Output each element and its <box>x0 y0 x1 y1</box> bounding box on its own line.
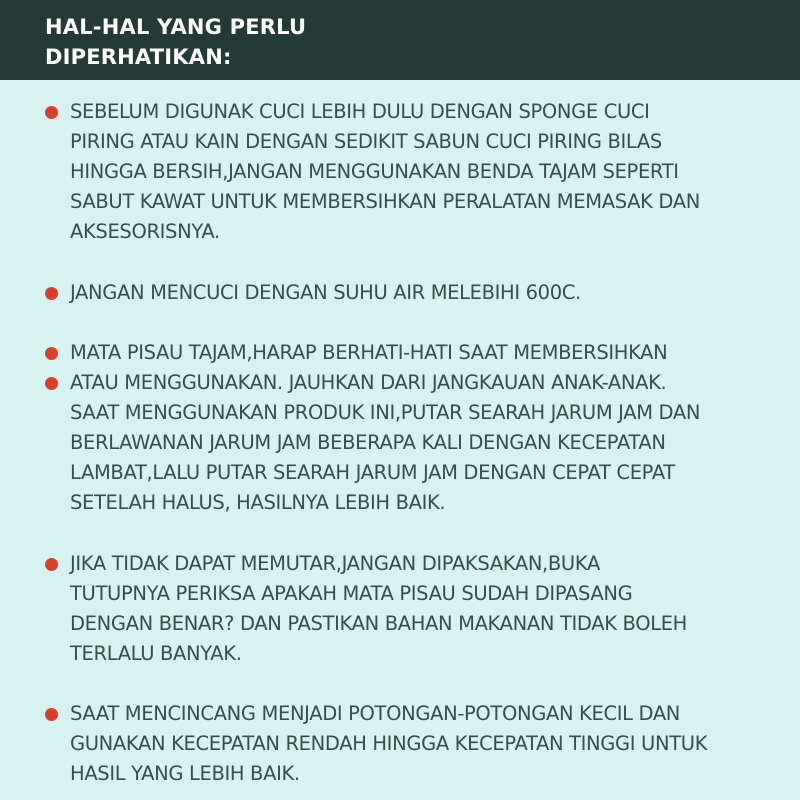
bullet-icon <box>45 106 58 119</box>
list-item-line: HINGGA BERSIH,JANGAN MENGGUNAKAN BENDA TAJAM SEPERTI <box>70 160 679 183</box>
list-item-line: JIKA TIDAK DAPAT MEMUTAR,JANGAN DIPAKSAKAN,BUKA <box>70 552 600 575</box>
bullet-icon <box>45 377 58 390</box>
list-item-line: MATA PISAU TAJAM,HARAP BERHATI-HATI SAAT MEMBERSIHKAN <box>70 341 668 364</box>
list-item-line: PIRING ATAU KAIN DENGAN SEDIKIT SABUN CUCI PIRING BILAS <box>70 130 662 153</box>
list-item-line: TERLALU BANYAK. <box>70 642 242 665</box>
list-item-line: AKSESORISNYA. <box>70 220 220 243</box>
list-item-line: LAMBAT,LALU PUTAR SEARAH JARUM JAM DENGAN CEPAT CEPAT <box>70 461 675 484</box>
list-item-line: BERLAWANAN JARUM JAM BEBERAPA KALI DENGAN KECEPATAN <box>70 431 666 454</box>
bullet-icon <box>45 287 58 300</box>
list-item-line: SEBELUM DIGUNAK CUCI LEBIH DULU DENGAN SPONGE CUCI <box>70 100 650 123</box>
list-item-line: JANGAN MENCUCI DENGAN SUHU AIR MELEBIHI 600C. <box>70 281 581 304</box>
list-item-line: TUTUPNYA PERIKSA APAKAH MATA PISAU SUDAH DIPASANG <box>70 582 633 605</box>
list-item-line: ATAU MENGGUNAKAN. JAUHKAN DARI JANGKAUAN ANAK-ANAK. <box>70 371 667 394</box>
list-item-line: HASIL YANG LEBIH BAIK. <box>70 762 300 785</box>
bullet-icon <box>45 347 58 360</box>
bullet-icon <box>45 708 58 721</box>
list-item-line: SABUT KAWAT UNTUK MEMBERSIHKAN PERALATAN MEMASAK DAN <box>70 190 700 213</box>
bullet-icon <box>45 558 58 571</box>
list-item-line: GUNAKAN KECEPATAN RENDAH HINGGA KECEPATAN TINGGI UNTUK <box>70 732 708 755</box>
list-item-line: SAAT MENCINCANG MENJADI POTONGAN-POTONGAN KECIL DAN <box>70 702 681 725</box>
list-item-line: DENGAN BENAR? DAN PASTIKAN BAHAN MAKANAN TIDAK BOLEH <box>70 612 687 635</box>
list-item-line: SETELAH HALUS, HASILNYA LEBIH BAIK. <box>70 491 446 514</box>
page-title: HAL-HAL YANG PERLU DIPERHATIKAN: <box>45 15 307 69</box>
list-item-line: SAAT MENGGUNAKAN PRODUK INI,PUTAR SEARAH JARUM JAM DAN <box>70 401 701 424</box>
